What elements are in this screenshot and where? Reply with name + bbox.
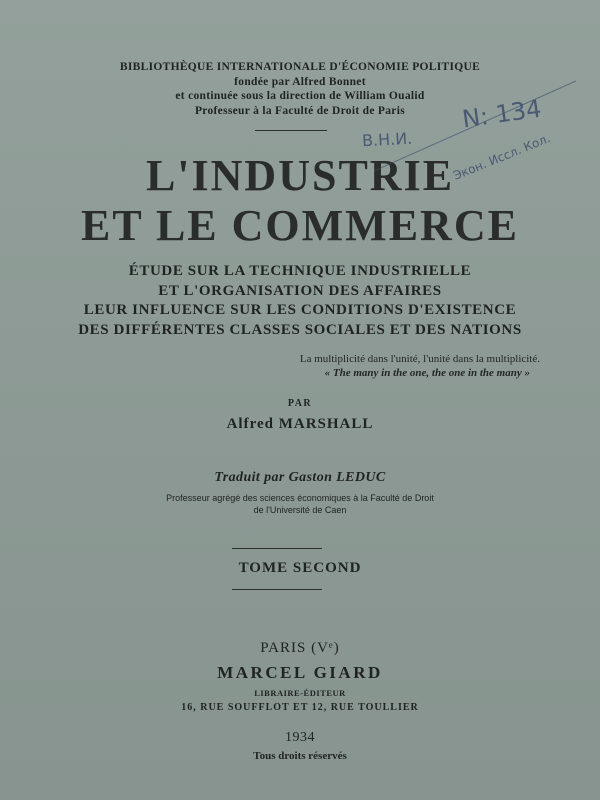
imprint-address: 16, RUE SOUFFLOT ET 12, RUE TOULLIER — [181, 702, 419, 713]
divider-rule — [255, 130, 327, 131]
series-name: BIBLIOTHÈQUE INTERNATIONALE D'ÉCONOMIE POLITIQUE — [119, 61, 481, 73]
epigraph-french: La multiplicité dans l'unité, l'unité dans la multiplicité. — [299, 353, 540, 365]
translator-role-line: de l'Université de Caen — [253, 505, 347, 515]
translator-role-line: Professeur agrégé des sciences économiques à la Faculté de Droit — [166, 493, 434, 503]
epigraph-english: « The many in the one, the one in the many » — [324, 367, 530, 379]
subtitle-line: ET L'ORGANISATION DES AFFAIRES — [158, 282, 442, 299]
divider-rule — [232, 548, 322, 549]
translator-name: Traduit par Gaston LEDUC — [214, 470, 386, 485]
imprint-rights: Tous droits réservés — [253, 750, 347, 762]
series-director-title: Professeur à la Faculté de Droit de Paris — [194, 104, 405, 117]
book-subtitle — [0, 262, 600, 340]
volume-label: TOME SECOND — [238, 560, 362, 576]
imprint-publisher-role: LIBRAIRE-ÉDITEUR — [254, 688, 346, 698]
epigraph — [230, 352, 540, 380]
book-title-line1: L'INDUSTRIE — [145, 151, 455, 200]
translator-role — [0, 492, 600, 516]
imprint-year: 1934 — [285, 730, 315, 745]
book-title-line2: ET LE COMMERCE — [81, 201, 519, 250]
subtitle-line: LEUR INFLUENCE SUR LES CONDITIONS D'EXISTENCE — [83, 302, 517, 318]
imprint-publisher: MARCEL GIARD — [217, 663, 383, 682]
handwritten-initials: В.Н.И. — [361, 128, 413, 151]
series-director: et continuée sous la direction de William Oualid — [175, 90, 425, 102]
divider-rule — [232, 589, 322, 590]
subtitle-line: ÉTUDE SUR LA TECHNIQUE INDUSTRIELLE — [128, 263, 472, 279]
handwritten-note: Экон. Иссл. Кол. — [451, 131, 553, 183]
handwritten-number: N: 134 — [460, 94, 544, 134]
imprint-city: PARIS (Vᵉ) — [260, 640, 340, 656]
author-name: Alfred MARSHALL — [226, 416, 374, 432]
byline-par: PAR — [287, 398, 313, 409]
subtitle-line: DES DIFFÉRENTES CLASSES SOCIALES ET DES NATIONS — [78, 321, 522, 338]
series-founder: fondée par Alfred Bonnet — [234, 75, 366, 88]
